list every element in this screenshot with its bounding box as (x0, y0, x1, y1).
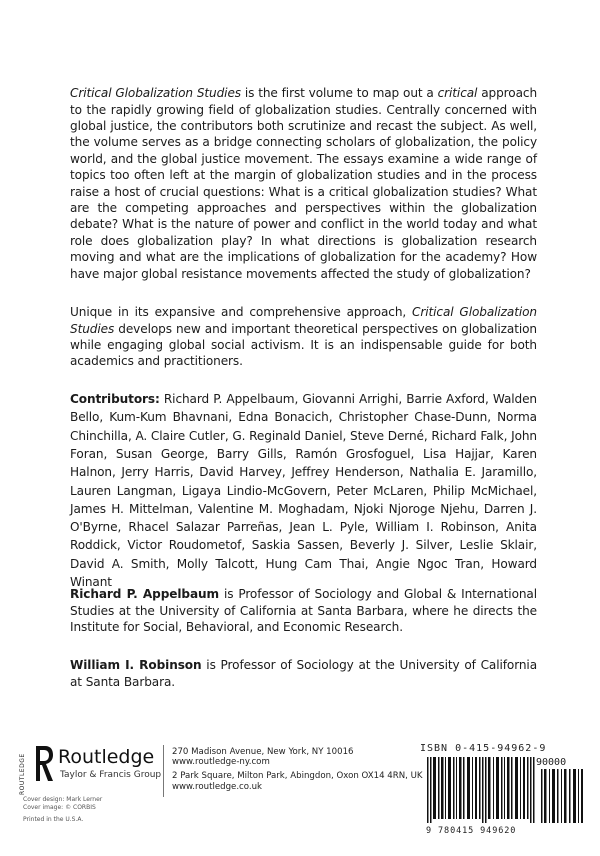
cover-image-credit: Cover image: © CORBIS (23, 803, 96, 811)
ean-bars (427, 757, 535, 823)
publisher-name: Routledge (58, 746, 155, 768)
editor-bio-1: Richard P. Appelbaum is Professor of Sociology and Global & International Studies at the University of California at Santa Barbara, where he directs the Institute for Social, Behavioral, and Economic Research. (70, 587, 538, 634)
routledge-logo-icon (33, 744, 55, 784)
description-paragraph-1: Critical Globalization Studies is the first volume to map out a critical approach to the rapidly growing field of globalization studies. Centrally concerned with global justice, the contributors both scrutinize and recast the subject. As well, the volume serves as a bridge connecting scholars of globalization, the policy world, and the global justice movement. The essays examine a wide range of topics too often left at the margin of globalization studies and in the process raise a host of crucial questions: What is a critical globalization studies? What are the competing approaches and perspectives within the globalization debate? What is the nature of power and conflict in the world today and what role does globalization play? In what directions is globalization research moving and what are the implications of globalization for the academy? How have major global resistance movements affected the study of globalization? (70, 86, 538, 281)
address-uk: 2 Park Square, Milton Park, Abingdon, Oxon OX14 4RN, UK (172, 771, 423, 782)
book-title: Critical Globalization Studies (70, 305, 537, 336)
publisher-vertical-label: ROUTLEDGE (19, 753, 26, 795)
contributors-label: Contributors: (70, 392, 160, 407)
url-uk: www.routledge.co.uk (172, 781, 263, 792)
publisher-group: Taylor & Francis Group (60, 770, 162, 780)
description-paragraph-2: Unique in its expansive and comprehensive approach, Critical Globalization Studies develops new and important theoretical perspectives on globalization while engaging global social activism. It is an indispensable guide for both academics and practitioners. (70, 305, 537, 369)
book-title: Critical Globalization Studies (70, 86, 241, 101)
editor-name: William I. Robinson (70, 658, 202, 673)
printed-in: Printed in the U.S.A. (23, 816, 84, 823)
contributors-list (70, 390, 537, 591)
contributor-names: Richard P. Appelbaum, Giovanni Arrighi, Barrie Axford, Walden Bello, Kum-Kum Bhavnani, Edna Bonacich, Christopher Chase-Dunn, Norma Chinchilla, A. Claire Cutler, G. Reginald Daniel, Steve Derné, Richard Falk, John Foran, Susan George, Barry Gills, Ramón Grosfoguel, Lisa Hajjar, Karen Halnon, Jerry Harris, David Harvey, Jeffrey Henderson, Nathalia E. Jaramillo, Lauren Langman, Ligaya Lindio-McGovern, Peter McLaren, Philip McMichael, James H. Mittelman, Valentine M. Moghadam, Njoki Njoroge Njehu, Darren J. O'Byrne, Rhacel Salazar Parreñas, Jean L. Pyle, William I. Robinson, Anita Roddick, Victor Roudometof, Saskia Sassen, Beverly J. Silver, Leslie Sklair, David A. Smith, Molly Talcott, Hung Cam Thai, Angie Ngoc Tran, Howard Winant (70, 392, 537, 590)
addon-bars (541, 769, 583, 823)
address-us: 270 Madison Avenue, New York, NY 10016 (172, 747, 354, 757)
price-code: 90000 (536, 757, 567, 768)
isbn-label: ISBN 0-415-94962-9 (420, 743, 547, 754)
cover-credits (23, 796, 102, 811)
cover-design-credit: Cover design: Mark Lerner (23, 796, 103, 803)
divider (163, 745, 164, 797)
ean-number: 9 780415 949620 (426, 826, 517, 836)
editor-name: Richard P. Appelbaum (70, 587, 220, 602)
editor-bio-2: William I. Robinson is Professor of Sociology at the University of California at Santa Barbara. (70, 658, 538, 689)
publisher-addresses (172, 747, 423, 792)
url-us: www.routledge-ny.com (172, 757, 270, 768)
